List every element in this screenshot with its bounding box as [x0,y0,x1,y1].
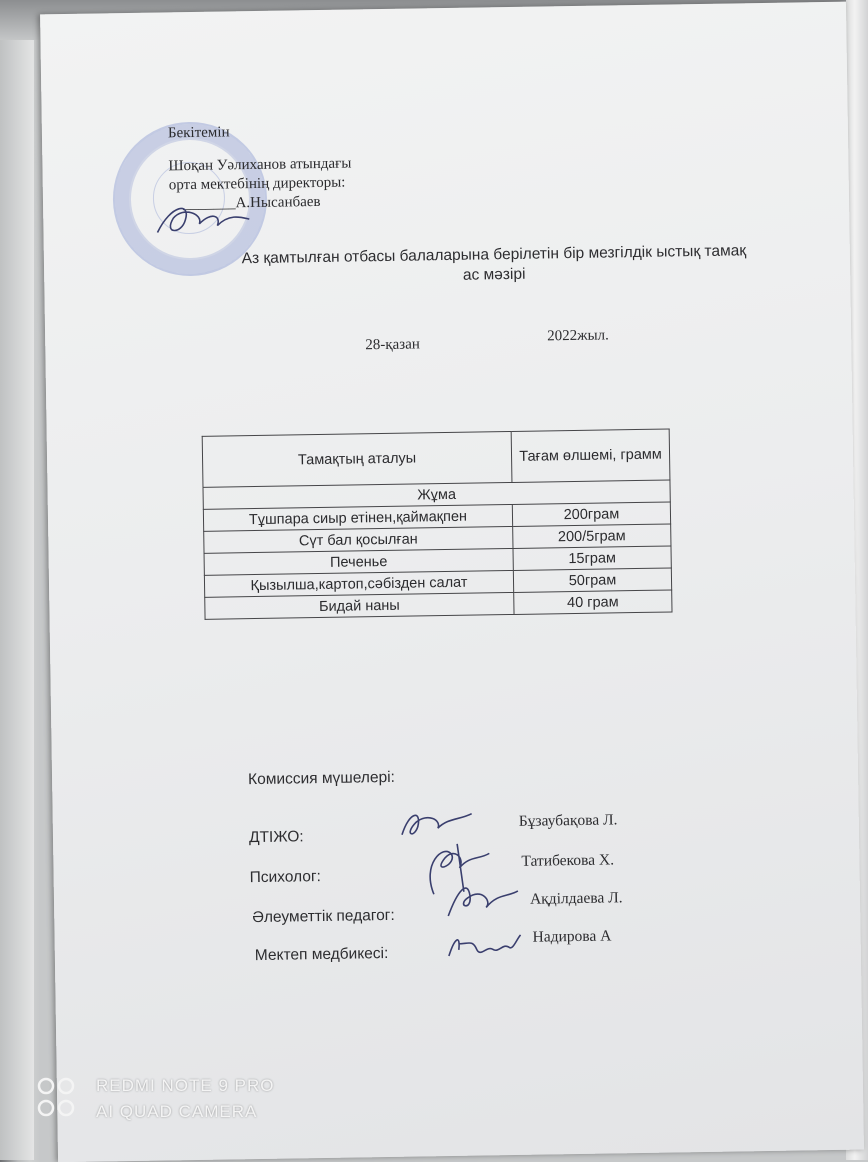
camera-logo-icon [36,1076,82,1122]
header-portion: Тағам өлшемі, грамм [511,429,670,482]
watermark-line-2: AI QUAD CAMERA [96,1102,258,1121]
date-year: 2022жыл. [547,327,609,345]
portion-size: 200грам [512,502,670,526]
document-page [40,2,864,1162]
date-day: 28-қазан [365,336,420,354]
member-name: Татибекова Х. [521,851,615,870]
watermark-line-1: REDMI NOTE 9 PRO [96,1076,275,1095]
member-role: ДТІЖО: [248,828,304,847]
member-name: Ақділдаева Л. [529,889,623,908]
director-signature [151,193,262,245]
member-signature [442,925,523,966]
dish-name: Тұшпара сиыр етінен,қаймақпен [203,504,512,531]
dish-name: Печенье [204,548,513,575]
dish-name: Бидай наны [205,592,514,619]
commission-heading: Комиссия мүшелері: [247,768,396,789]
approval-line-2: орта мектебінің директоры: [168,174,346,194]
member-name: Бұзаубақова Л. [518,811,618,830]
dish-name: Сүт бал қосылған [204,526,513,553]
member-signature [442,875,523,926]
approved-label: Бекітемін [167,124,230,142]
underlying-sheet [0,40,34,1160]
menu-table [202,428,673,619]
member-role: Психолог: [249,868,321,887]
approval-line-1: Шоқан Уәлиханов атындағы [168,155,352,175]
member-role: Мектеп медбикесі: [254,944,389,965]
portion-size: 200/5грам [513,524,671,548]
member-role: Әлеуметтік педагог: [252,906,395,927]
portion-size: 50грам [513,568,671,592]
portion-size: 15грам [513,546,671,570]
day-label: Жұма [203,480,670,509]
header-dish: Тамақтың аталуы [202,431,512,487]
dish-name: Қызылша,картоп,сәбізден салат [204,570,513,597]
title-line-2: ас мәзірі [462,265,526,284]
portion-size: 40 грам [514,590,672,614]
title-line-1: Аз қамтылған отбасы балаларына берілетін бір мезгілдік ыстық тамақ [241,242,747,268]
document-title [184,240,805,290]
member-name: Надирова А [532,927,612,946]
director-signer: _______А.Нысанбаев [182,193,321,213]
table-header-row [202,429,670,487]
